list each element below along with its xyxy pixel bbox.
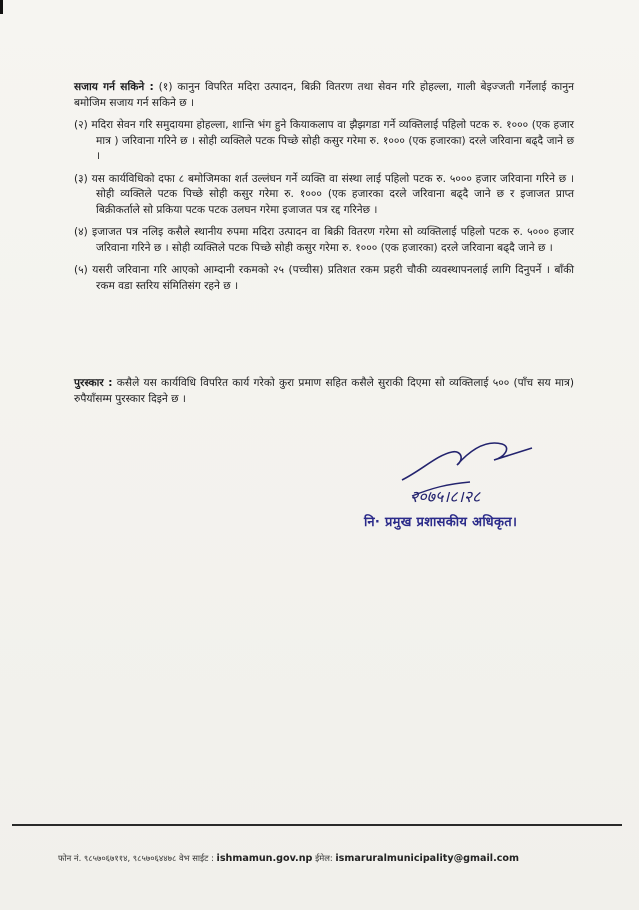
penalty-item: (५) यसरी जरिवाना गरि आएको आम्दानी रकमको २५ (पच्चीस) प्रतिशत रकम प्रहरी चौकी व्यवस्थापनलाई लागि दिनुपर्ने । बाँकी रकम वडा स्तरिय संमितिसंग रहने छ । bbox=[74, 264, 574, 292]
signatory-title: नि· प्रमुख प्रशासकीय अधिकृत। bbox=[364, 515, 518, 530]
footer bbox=[58, 853, 618, 864]
penalty-intro-text: (१) कानुन विपरित मदिरा उत्पादन, बिक्री वितरण तथा सेवन गरि होहल्ला, गाली बेइज्जती गर्नेलाई कानुन बमोजिम सजाय गर्न सकिने छ । bbox=[74, 81, 574, 109]
reward-label: पुरस्कार : bbox=[74, 377, 113, 389]
footer-email[interactable]: ismaruralmunicipality@gmail.com bbox=[335, 853, 520, 864]
handwritten-signature bbox=[392, 430, 552, 510]
penalty-item: (३) यस कार्यविधिको दफा ८ बमोजिमका शर्त उल्लंघन गर्ने व्यक्ति वा संस्था लाई पहिलो पटक रु. ५००० हजार जरिवाना गरिने छ । सोही व्यक्तिले पटक पिच्छे सोही कसुर गरेमा रु. १००० (एक हजारका दरले जरिवाना बढ्दै जाने छ र इजाजत प्राप्त बिक्रीकर्ताले सो प्रकिया पटक पटक उलघन गरेमा इजाजत पत्र रद्द गरिनेछ । bbox=[74, 172, 574, 216]
penalty-section bbox=[74, 80, 574, 294]
footer-website[interactable]: ishmamun.gov.np bbox=[216, 853, 313, 864]
reward-section bbox=[74, 376, 574, 407]
reward-text: कसैले यस कार्यविधि विपरित कार्य गरेको कुरा प्रमाण सहित कसैले सुराकी दिएमा सो व्यक्तिलाई ५०० (पाँच सय मात्र) रुपैयाँसम्म पुरस्कार दिइने छ । bbox=[74, 377, 575, 405]
penalty-label: सजाय गर्न सकिने : bbox=[74, 81, 154, 93]
edge-mark bbox=[0, 0, 3, 14]
footer-phone-label: फोन नं. ९८५७०६७११४, ९८५७०६४४७८ वेभ साईट : bbox=[58, 853, 214, 863]
penalty-intro-paragraph bbox=[74, 80, 574, 111]
footer-email-label: ईमेल: bbox=[315, 853, 333, 863]
penalty-item: (२) मदिरा सेवन गरि समुदायमा होहल्ला, शान्ति भंग हुने कियाकलाप वा झैझगडा गर्ने व्यक्तिलाई पहिलो पटक रु. १००० (एक हजार मात्र ) जरिवाना गरिने छ । सोही व्यक्तिले पटक पिच्छे सोही कसुर गरेमा रु. १००० (एक हजारका) दरले जरिवाना बढ्दै जाने छ । bbox=[74, 119, 574, 162]
penalty-item: (४) इजाजत पत्र नलिइ कसैले स्थानीय रुपमा मदिरा उत्पादन वा बिक्री वितरण गरेमा सो व्यक्तिलाई पहिलो पटक रु. ५००० हजार जरिवाना गरिने छ । सोही व्यक्तिले पटक पिच्छे सोही कसुर गरेमा रु. १००० (एक हजारका) दरले जरिवाना बढ्दै जाने छ । bbox=[74, 226, 574, 254]
signature-date: २०७५।८।२८ bbox=[410, 487, 481, 506]
footer-divider bbox=[12, 824, 622, 826]
